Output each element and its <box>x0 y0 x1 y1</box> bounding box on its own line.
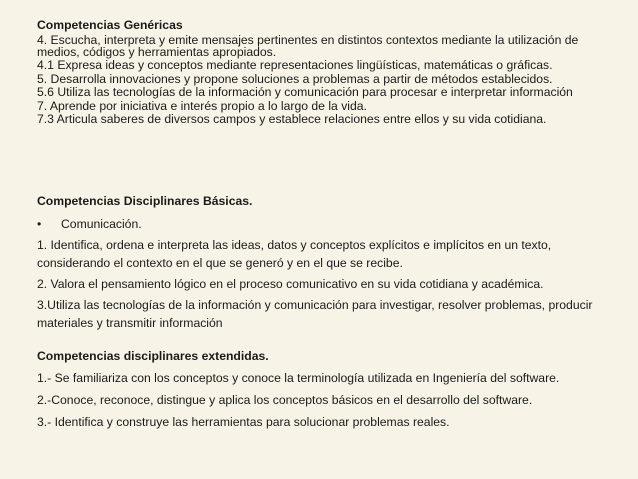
extended-disciplinary-competencies-section <box>37 348 612 435</box>
basic-competency-item: 3.Utiliza las tecnologías de la información y comunicación para investigar, resolver problemas, producir materiales y transmitir información <box>37 298 593 330</box>
generic-competencies-section <box>37 17 612 128</box>
generic-competency-item: 7.3 Articula saberes de diversos campos y establece relaciones entre ellos y su vida cotidiana. <box>37 112 547 126</box>
generic-competency-item: 4.1 Expresa ideas y conceptos mediante representaciones lingüísticas, matemáticas o gráficas. <box>37 58 553 72</box>
extended-competencies-heading: Competencias disciplinares extendidas. <box>37 349 269 363</box>
generic-competency-item: 5. Desarrolla innovaciones y propone soluciones a problemas a partir de métodos establecidos. <box>37 71 553 86</box>
bullet-item <box>37 215 612 233</box>
extended-competency-item: 2.-Conoce, reconoce, distingue y aplica los conceptos básicos en el desarrollo del software. <box>37 393 533 407</box>
generic-competency-item: 4. Escucha, interpreta y emite mensajes pertinentes en distintos contextos mediante la utilización de medios, códigos y herramientas apropiados. <box>37 33 579 59</box>
bullet-text: Comunicación. <box>61 217 142 231</box>
generic-competency-item: 7. Aprende por iniciativa e interés propio a lo largo de la vida. <box>37 98 367 113</box>
extended-competency-item: 3.- Identifica y construye las herramientas para solucionar problemas reales. <box>37 415 450 429</box>
extended-competency-item: 1.- Se familiariza con los conceptos y conoce la terminología utilizada en Ingeniería del software. <box>37 371 560 385</box>
basic-competency-item: 2. Valora el pensamiento lógico en el proceso comunicativo en su vida cotidiana y académica. <box>37 277 544 291</box>
basic-competencies-heading: Competencias Disciplinares Básicas. <box>37 194 253 208</box>
basic-competency-item: 1. Identifica, ordena e interpreta las ideas, datos y conceptos explícitos e implícitos en un texto, considerando el contexto en el que se generó y en el que se recibe. <box>37 238 552 270</box>
basic-disciplinary-competencies-section <box>37 193 612 335</box>
generic-competencies-heading: Competencias Genéricas <box>37 18 183 32</box>
generic-competency-item: 5.6 Utiliza las tecnologías de la información y comunicación para procesar e interpretar información <box>37 85 573 99</box>
bullet-icon: • <box>37 217 42 231</box>
